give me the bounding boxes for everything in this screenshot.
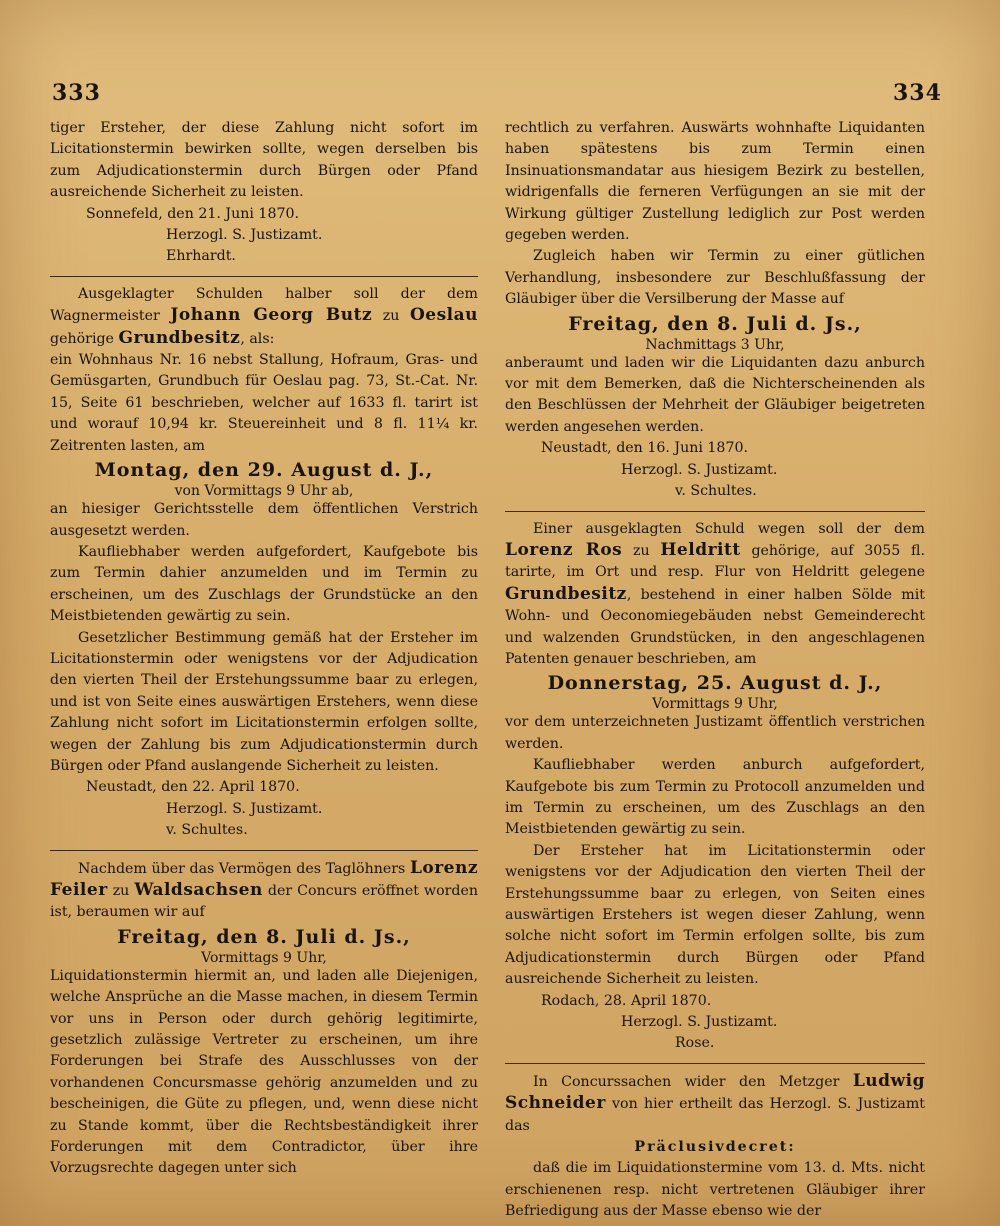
payment-paragraph: Gesetzlicher Bestimmung gemäß hat der Ersteher im Licitationstermin oder wenigstens vor der Adjudication den vierten Theil der Erstehungssumme baar zu erlegen, und ist von Seite eines auswärtigen Erstehers, wenn diese Zahlung nicht sofort im Licitationstermin erfolgen sollte, wegen der Zahlung bis zum Adjudicationstermin durch Bürgen oder Pfand auslangende Sicherheit zu leisten. — [50, 629, 478, 774]
notice-divider — [505, 1063, 925, 1064]
settlement-paragraph: Zugleich haben wir Termin zu einer gütlichen Verhandlung, insbesondere zur Beschlußfassung der Gläubiger über die Versilberung der Masse auf — [505, 248, 925, 308]
property-description: , bestehend in einer halben Sölde mit Wohn- und Oeconomiegebäuden nebst Gemeinderecht und walzenden Grundstücken, in den angeschlagenen Patenten genauer beschrieben, am — [505, 586, 925, 667]
auction-date: Montag, den 29. August d. J., — [94, 459, 434, 482]
intro-text: Einer ausgeklagten Schuld wegen soll der dem — [533, 520, 925, 537]
bankruptcy-continuation: rechtlich zu verfahren. Auswärts wohnhafte Liquidanten haben spätestens bis zum Termin einen Insinuationsmandatar aus hiesigem Bezirk zu bestellen, widrigenfalls die ferneren Verfügungen an sie mit der Wirkung gültiger Zustellung lediglich zur Post werden gegeben werden. — [505, 120, 925, 244]
notice-divider — [50, 850, 478, 851]
debtor-name: Lorenz Feiler — [50, 857, 479, 900]
settlement-body: anberaumt und laden wir die Liquidanten dazu anburch vor mit dem Bemerken, daß die Nichterscheinenden als den Beschlüssen der Mehrheit der Gläubiger beigetreten werden angesehen werden. — [505, 354, 925, 435]
after-name-text: der Concurs eröffnet worden ist, beraumen wir auf — [50, 883, 479, 921]
debtor-place: Waldsachsen — [134, 880, 263, 900]
belonging-word: gehörige — [50, 330, 114, 347]
zu-word: zu — [112, 883, 130, 899]
left-column — [50, 118, 478, 1180]
debtor-name: Johann Georg Butz — [170, 305, 373, 326]
decree-title: Präclusivdecret: — [634, 1139, 796, 1156]
page-number-right: 334 — [893, 80, 942, 106]
notice-signer: v. Schultes. — [166, 822, 248, 839]
notice-authority: Herzogl. S. Justizamt. — [621, 461, 778, 478]
after-name-text: von hier ertheilt das Herzogl. S. Justizamt das — [505, 1096, 926, 1134]
settlement-date: Freitag, den 8. Juli d. Js., — [568, 312, 862, 335]
debtor-name: Ludwig Schneider — [505, 1070, 926, 1114]
notice-authority: Herzogl. S. Justizamt. — [621, 1014, 778, 1031]
intro-text: In Concurssachen wider den Metzger — [533, 1073, 840, 1090]
notice-continuation-text: tiger Ersteher, der diese Zahlung nicht sofort im Licitationstermin bewirken sollte, wegen derselben bis zum Adjudicationstermin durch Bürgen oder Pfand ausreichende Sicherheit zu leisten. — [50, 120, 478, 201]
decree-body: daß die im Liquidationstermine vom 13. d. Mts. nicht erschienenen resp. nicht vertretenen Gläubiger ihrer Befriedigung aus der Masse ebenso wie der — [505, 1160, 925, 1220]
as-word: , als: — [240, 330, 275, 347]
notice-divider — [505, 511, 925, 512]
property-description: ein Wohnhaus Nr. 16 nebst Stallung, Hofraum, Gras- und Gemüsgarten, Grundbuch für Oeslau pag. 73, St.-Cat. Nr. 15, Seite 61 beschrieben, welcher auf 1633 fl. tarirt ist und worauf 10,94 kr. Steuereinheit und 8 fl. 11¼ kr. Zeitrenten lasten, am — [50, 352, 478, 454]
preclusion-notice-intro — [505, 1071, 925, 1137]
right-column — [505, 118, 925, 1223]
debtor-name: Lorenz Ros — [505, 539, 623, 560]
notice-place-date: Neustadt, den 16. Juni 1870. — [541, 440, 749, 457]
debtor-place: Heldritt — [660, 539, 741, 560]
liquidation-time: Vormittags 9 Uhr, — [201, 949, 327, 966]
after-name-text: gehörige, auf 3055 fl. tarirte, im Ort und resp. Flur von Heldritt gelegene — [505, 542, 926, 581]
auction-after-text: an hiesiger Gerichtsstelle dem öffentlichen Verstrich ausgesetzt werden. — [50, 501, 478, 539]
bidders-paragraph: Kaufliebhaber werden anburch aufgefordert, Kaufgebote bis zum Termin zu Protocoll anzumelden und im Termin zu erscheinen, um des Zuschlags an den Meistbietenden gewärtig zu sein. — [505, 757, 925, 838]
auction-date: Donnerstag, 25. August d. J., — [547, 672, 883, 695]
notice-signer: Rose. — [675, 1035, 715, 1052]
zu-word: zu — [382, 308, 400, 325]
auction-after-text: vor dem unterzeichneten Justizamt öffentlich verstrichen werden. — [505, 714, 925, 752]
payment-paragraph: Der Ersteher hat im Licitationstermin oder wenigstens vor der Adjudication den vierten Theil der Erstehungssumme baar zu erlegen, von Seiten eines auswärtigen Erstehers ist wegen dieser Zahlung, wenn solche nicht sofort im Termin erfolgen sollte, bis zum Adjudicationstermin durch Bürgen oder Pfand ausreichende Sicherheit zu leisten. — [505, 842, 925, 988]
auction-time: von Vormittags 9 Uhr ab, — [174, 483, 354, 500]
liquidation-date: Freitag, den 8. Juli d. Js., — [117, 925, 411, 948]
intro-text: Ausgeklagter Schulden halber soll der dem Wagnermeister — [50, 285, 478, 325]
liquidation-body: Liquidationstermin hiermit an, und laden alle Diejenigen, welche Ansprüche an die Masse machen, in diesem Termin vor uns in Person oder durch gehörig legitimirte, gesetzlich zulässige Vertreter zu erscheinen, um ihre Forderungen bei Strafe des Ausschlusses von der vorhandenen Concursmasse gehörig anzumelden und zu bescheinigen, die Güte zu pflegen, und, wenn diese nicht zu Stande kommt, über die Rechtsbeständigkeit ihrer Forderungen mit dem Contradictor, über ihre Vorzugsrechte dagegen unter sich — [50, 967, 478, 1177]
auction-time: Vormittags 9 Uhr, — [652, 696, 778, 713]
auction-notice-intro — [50, 284, 478, 350]
notice-authority: Herzogl. S. Justizamt. — [166, 227, 323, 244]
bankruptcy-notice-intro — [50, 858, 478, 924]
notice-place-date: Neustadt, den 22. April 1870. — [86, 779, 300, 796]
debtor-place: Oeslau — [409, 305, 478, 326]
page-number-left: 333 — [52, 80, 101, 106]
zu-word: zu — [633, 542, 650, 559]
bidders-paragraph: Kaufliebhaber werden aufgefordert, Kaufgebote bis zum Termin dahier anzumelden und im Termin zu erscheinen, um des Zuschlags der Grundstücke an den Meistbietenden gewärtig zu sein. — [50, 543, 478, 625]
property-keyword: Grundbesitz — [505, 583, 627, 604]
notice-signer: Ehrhardt. — [166, 248, 236, 265]
notice-place-date: Sonnefeld, den 21. Juni 1870. — [86, 205, 300, 222]
notice-place-date: Rodach, 28. April 1870. — [541, 992, 712, 1009]
property-keyword: Grundbesitz — [118, 327, 241, 348]
notice-divider — [50, 276, 478, 277]
auction-notice-intro — [505, 519, 925, 671]
intro-text: Nachdem über das Vermögen des Taglöhners — [78, 860, 406, 877]
notice-authority: Herzogl. S. Justizamt. — [166, 800, 323, 817]
notice-signer: v. Schultes. — [675, 483, 757, 500]
settlement-time: Nachmittags 3 Uhr, — [645, 336, 785, 353]
